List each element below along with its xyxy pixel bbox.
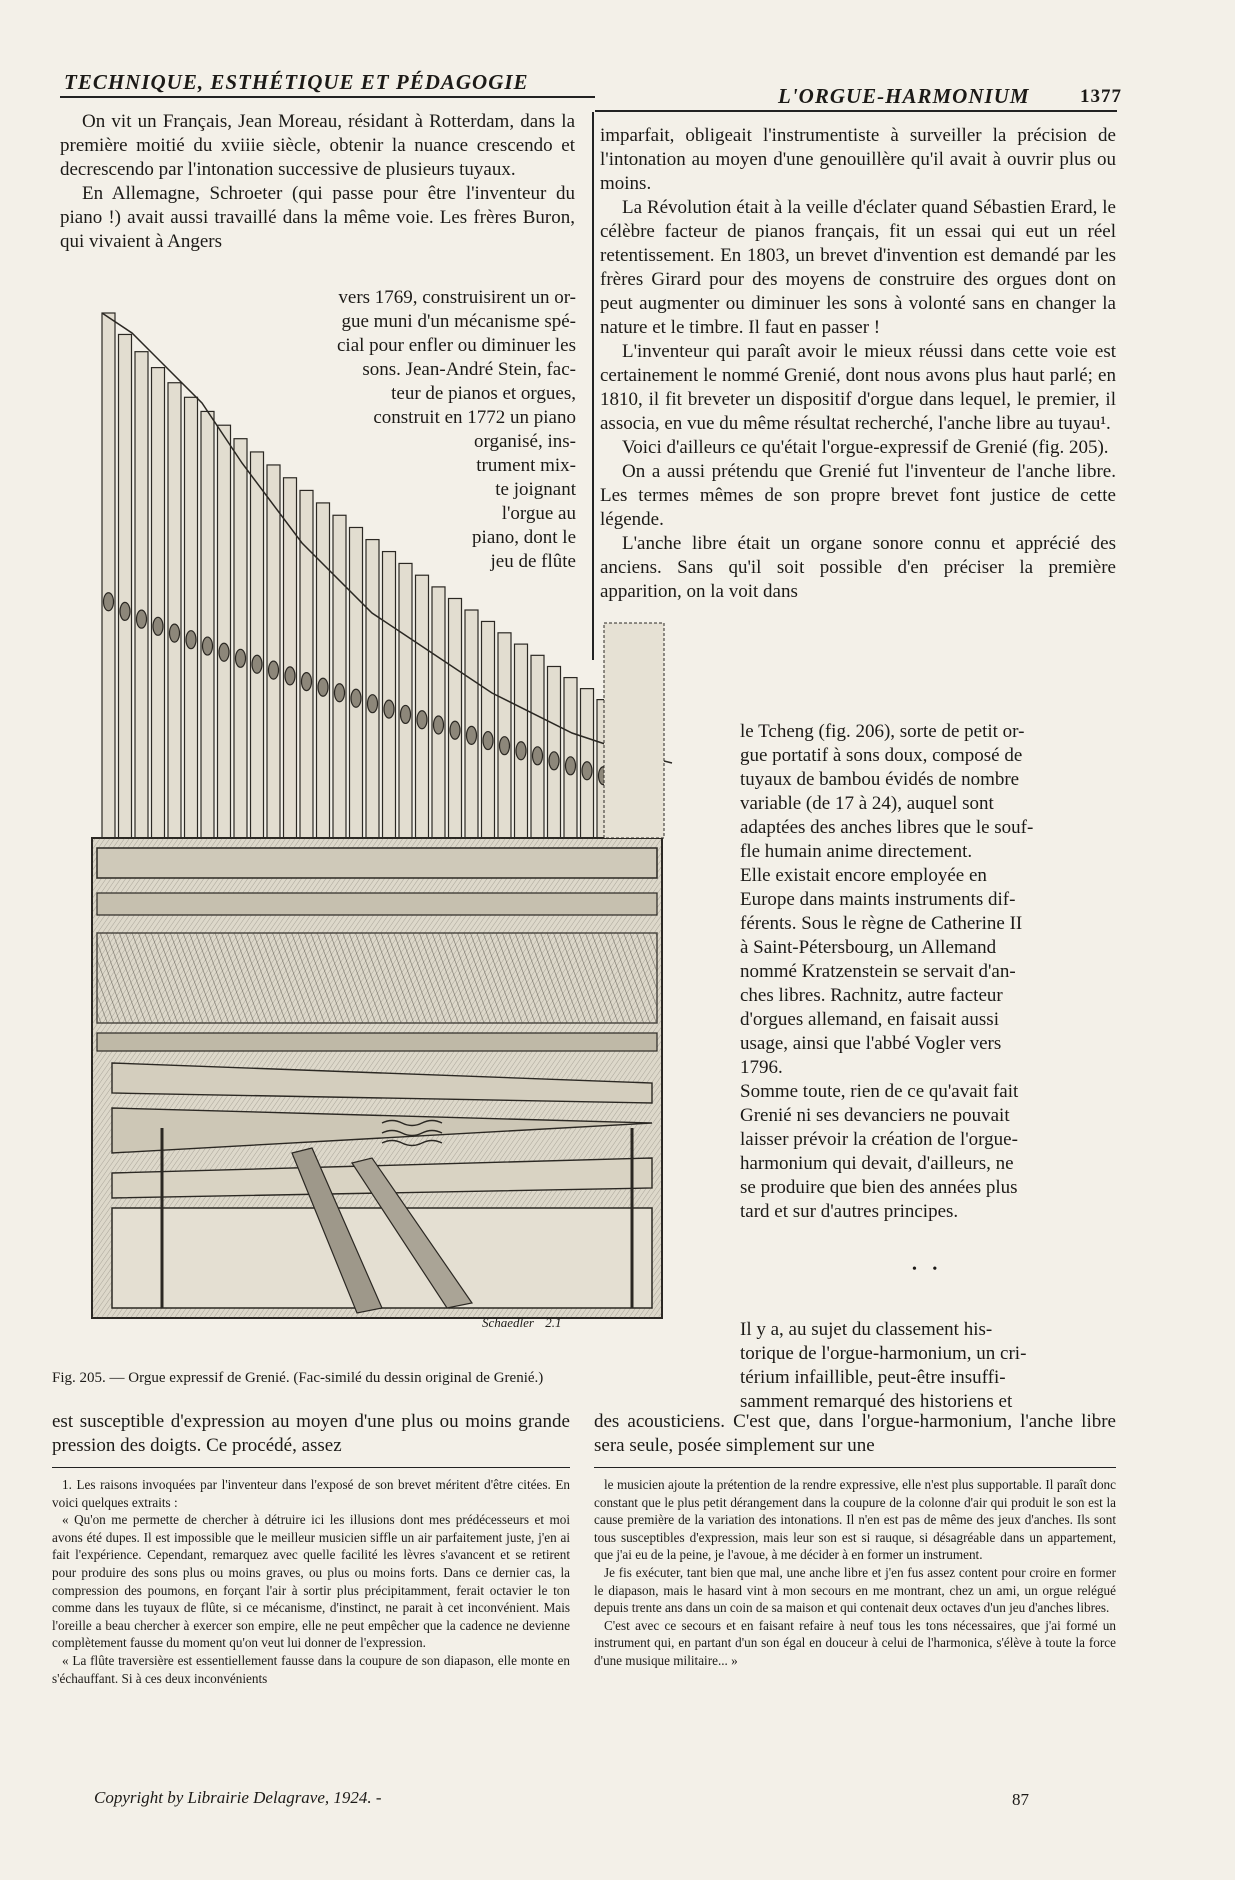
pipe-mouth [335,684,345,702]
pipe-mouth [236,649,246,667]
paragraph-revolution: La Révolution était à la veille d'éclater quand Sébastien Erard, le célèbre facteur de pianos français, fit un essai qui eut un réel retentissement. En 1803, un brevet d'invention est demandé par les frères Girard pour des moyens de construire des orgues dont on peut augmenter ou diminuer les sons à volonté sans en changer la nature et le timbre. Il faut en passer ! [600,197,1116,338]
pipe-mouth [582,762,592,780]
right-wrap-line: 1796. [740,1057,783,1078]
right-wrap-line: adaptées des anches libres que le souf- [740,817,1034,838]
left-wrap-line: gue muni d'un mécanisme spé- [341,311,576,332]
organ-pipe [515,644,528,838]
right-wrap-line: gue portatif à sons doux, composé de [740,745,1023,766]
right-wrap-line: harmonium qui devait, d'ailleurs, ne [740,1153,1014,1174]
right-wrap-line: usage, ainsi que l'abbé Vogler vers [740,1033,1002,1054]
organ-pipe [135,352,148,838]
pipe-mouth [104,593,114,611]
pipe-mouth [401,705,411,723]
organ-pipe [416,575,429,838]
pipe-mouth [269,661,279,679]
organ-pipe [234,439,247,838]
organ-pipe [317,503,330,838]
right-wrap-text [740,720,1116,1224]
left-wrap-line: jeu de flûte [490,551,576,572]
right-wrap-line: nommé Kratzenstein se servait d'an- [740,961,1016,982]
left-wrap-line: organisé, ins- [473,431,576,452]
criterium-line: Il y a, au sujet du classement his- [740,1319,993,1340]
organ-pipe [432,587,445,838]
paragraph-anciens: L'anche libre était un organe sonore connu et apprécié des anciens. Sans qu'il soit possible d'en préciser la première apparition, on la voit dans [600,533,1116,602]
right-wrap-line: fle humain anime directement. [740,841,973,862]
organ-pipe [267,465,280,838]
left-wrap-line: construit en 1772 un piano [373,407,576,428]
figure-caption: Fig. 205. — Orgue expressif de Grenié. (Fac-similé du dessin original de Grenié.) [52,1370,544,1386]
right-wrap-line: laisser prévoir la création de l'orgue- [740,1129,1018,1150]
left-wrap-line: te joignant [495,479,576,500]
pipe-mouth [170,624,180,642]
right-wrap-line: ches libres. Rachnitz, autre facteur [740,985,1003,1006]
left-wrap-line: vers 1769, construisirent un or- [338,287,576,308]
pipe-mouth [203,637,213,655]
footnote-paragraph: Je fis exécuter, tant bien que mal, une anche libre et j'en fus assez content pour croire en former le diapason, mais le hasard vint à mon secours en me montrant, chez un ami, un orgue relégué depuis trente ans dans un coin de sa maison et qui contenait deux octaves d'un jeu d'anches libres. [594,1564,1116,1616]
page-number-bottom: 87 [1012,1790,1029,1809]
right-wrap-line: d'orgues allemand, en faisait aussi [740,1009,999,1030]
right-column [600,124,1116,604]
pipe-mouth [153,617,163,635]
organ-pipe [482,621,495,838]
organ-pipe [284,478,297,838]
organ-pipe [399,563,412,838]
footnote-paragraph: C'est avec ce secours et en faisant refaire à neuf tous les tons nécessaires, que j'ai formé un instrument qui, en partant d'un son égal en douceur à celui de l'harmonica, s'élève à toute la force d'une musique militaire... » [594,1617,1116,1668]
right-wrap-line: variable (de 17 à 24), auquel sont [740,793,994,814]
pipe-mouth [516,742,526,760]
organ-pipe [218,425,231,838]
left-continuation: est susceptible d'expression au moyen d'une plus ou moins grande pression des doigts. Ce procédé, assez [52,1411,570,1456]
footnote-rule-left [52,1467,570,1468]
right-wrap-line: Europe dans maints instruments dif- [740,889,1016,910]
pipe-mouth [252,655,262,673]
paragraph-genouillere: imparfait, obligeait l'instrumentiste à surveiller la précision de l'intonation au moyen d'une genouillère qu'il avait à ouvrir plus ou moins. [600,125,1116,194]
column-divider [592,112,594,660]
pipe-mouth [467,726,477,744]
organ-pipe [449,598,462,838]
right-wrap-line: tuyaux de bambou évidés de nombre [740,769,1020,790]
pipe-mouth [186,631,196,649]
pipe-mouth [384,700,394,718]
left-wrap-line: l'orgue au [501,503,576,524]
paragraph-anche-libre-legende: On a aussi prétendu que Grenié fut l'inventeur de l'anche libre. Les termes mêmes de son propre brevet font justice de cette légende. [600,461,1116,530]
organ-pipe [383,552,396,838]
organ-pipe [465,610,478,838]
header-rule-right [595,110,1117,112]
right-wrap-line: le Tcheng (fig. 206), sorte de petit or- [740,721,1025,742]
organ-pipe [119,334,132,838]
left-column-top [60,110,575,254]
pipe-mouth [434,716,444,734]
pipe-mouth [566,757,576,775]
criterium-line: samment remarqué des historiens et [740,1391,1013,1412]
organ-pipe [333,515,346,838]
left-wrap-line: piano, dont le [472,527,576,548]
pipe-mouth [120,602,130,620]
right-wrap-line: Somme toute, rien de ce qu'avait fait [740,1081,1019,1102]
organ-pipe [251,452,264,838]
right-wrap-line: férents. Sous le règne de Catherine II [740,913,1023,934]
pipe-mouth [483,732,493,750]
paragraph-voici: Voici d'ailleurs ce qu'était l'orgue-expressif de Grenié (fig. 205). [622,437,1109,458]
header-rule-left [60,96,595,98]
footnotes-right [594,1476,1116,1670]
pipe-mouth [368,695,378,713]
right-wrap-line: se produire que bien des années plus [740,1177,1018,1198]
running-header-right: L'ORGUE-HARMONIUM [778,84,1030,108]
footnote-rule-right [594,1467,1116,1468]
right-wrap-line: tard et sur d'autres principes. [740,1201,959,1222]
organ-pipe [350,527,363,838]
criterium-line: torique de l'orgue-harmonium, un cri- [740,1343,1027,1364]
pipe-mouth [219,643,229,661]
organ-pipe [185,397,198,838]
pipe-mouth [302,673,312,691]
left-wrap-line: trument mix- [476,455,576,476]
footnote-paragraph: « Qu'on me permette de chercher à détruire ici les illusions dont mes prédécesseurs et moi avons été dupes. Il est impossible que le meilleur musicien siffle un air parfaitement juste, j'en ai fait l'expérience. Cependant, remarquez avec quelle facilité les lèvres s'avancent et se retirent pour produire des sons plus ou moins graves, ou plus ou moins forts. Dans ce dernier cas, la compression des poumons, en forçant l'air à sortir plus précipitamment, ferait octavier le ton comme dans les tuyaux de flûte, si ce mécanisme, d'instinct, ne parait à cet inconvénient. Mais l'oreille a beau chercher à exercer son empire, elle ne peut empêcher que la cadence ne devienne complètement fausse du moment qu'on veut lui donner de l'expression. [52,1512,570,1651]
footnote-paragraph: le musicien ajoute la prétention de la rendre expressive, elle n'est plus supportable. Il paraît donc constant que le plus petit dérangement dans la coupure de la colonne d'air qui produit le son est la cause première de la variation des intonations. Il n'en est pas de même des jeux d'anches. Ils sont tous susceptibles d'expression, mais leur son est si rauque, si désagréable dans un appartement, que j'ai eu de la peine, je l'avoue, à me décider à en former un instrument. [594,1477,1116,1563]
pipe-mouth [533,747,543,765]
organ-pipe [201,411,214,838]
paragraph-criterium [740,1318,1116,1414]
pipe-mouth [318,678,328,696]
left-wrap-line: teur de pianos et orgues, [391,383,576,404]
pipe-mouth [549,752,559,770]
organ-pipe [102,313,115,838]
organ-pipe [498,633,511,838]
section-separator: • • [912,1262,944,1277]
pipe-mouth [285,667,295,685]
footnote-paragraph: « La flûte traversière est essentiellement fausse dans la coupure de son diapason, elle monte en s'échauffant. Si à ces deux inconvénients [52,1652,570,1686]
pipe-mouth [500,737,510,755]
criterium-line: térium infaillible, peut-être insuffi- [740,1367,1006,1388]
pipe-mouth [351,689,361,707]
copyright-footer: Copyright by Librairie Delagrave, 1924. - [94,1788,382,1807]
organ-pipe [152,368,165,838]
engraver-signature: Schaedler 2.1 [482,1315,562,1330]
paragraph-moreau: On vit un Français, Jean Moreau, résidant à Rotterdam, dans la première moitié du xviiie siècle, obtenir la nuance crescendo et decrescendo par l'intonation successive de plusieurs tuyaux. [60,111,575,180]
right-wrap-line: Elle existait encore employée en [740,865,987,886]
footnotes-left [52,1476,570,1687]
running-header-left: TECHNIQUE, ESTHÉTIQUE ET PÉDAGOGIE [64,70,529,94]
pipe-mouth [137,610,147,628]
right-wrap-line: à Saint-Pétersbourg, un Allemand [740,937,997,958]
organ-pipe [168,383,181,838]
left-wrap-line: cial pour enfler ou diminuer les [336,335,576,356]
paragraph-schroeter: En Allemagne, Schroeter (qui passe pour être l'inventeur du piano !) avait aussi travaillé dans la même voie. Les frères Buron, qui vivaient à Angers [60,183,575,252]
page-number-top: 1377 [1080,86,1122,107]
right-wrap-line: Grenié ni ses devanciers ne pouvait [740,1105,1010,1126]
pipe-mouth [450,721,460,739]
paragraph-grenie-inventor: L'inventeur qui paraît avoir le mieux réussi dans cette voie est certainement le nommé Grenié, dont nous avons plus haut parlé; en 1810, il fit breveter un dispositif d'orgue dans lequel, le premier, il associa, en vue du même résultat recherché, l'anche libre au tuyau¹. [600,341,1116,434]
left-wrap-line: sons. Jean-André Stein, fac- [362,359,576,380]
right-continuation: des acousticiens. C'est que, dans l'orgue-harmonium, l'anche libre sera seule, posée simplement sur une [594,1411,1116,1456]
organ-pipe [366,540,379,838]
footnote-paragraph: 1. Les raisons invoquées par l'inventeur dans l'exposé de son brevet méritent d'être citées. En voici quelques extraits : [52,1477,570,1510]
pipe-mouth [417,711,427,729]
